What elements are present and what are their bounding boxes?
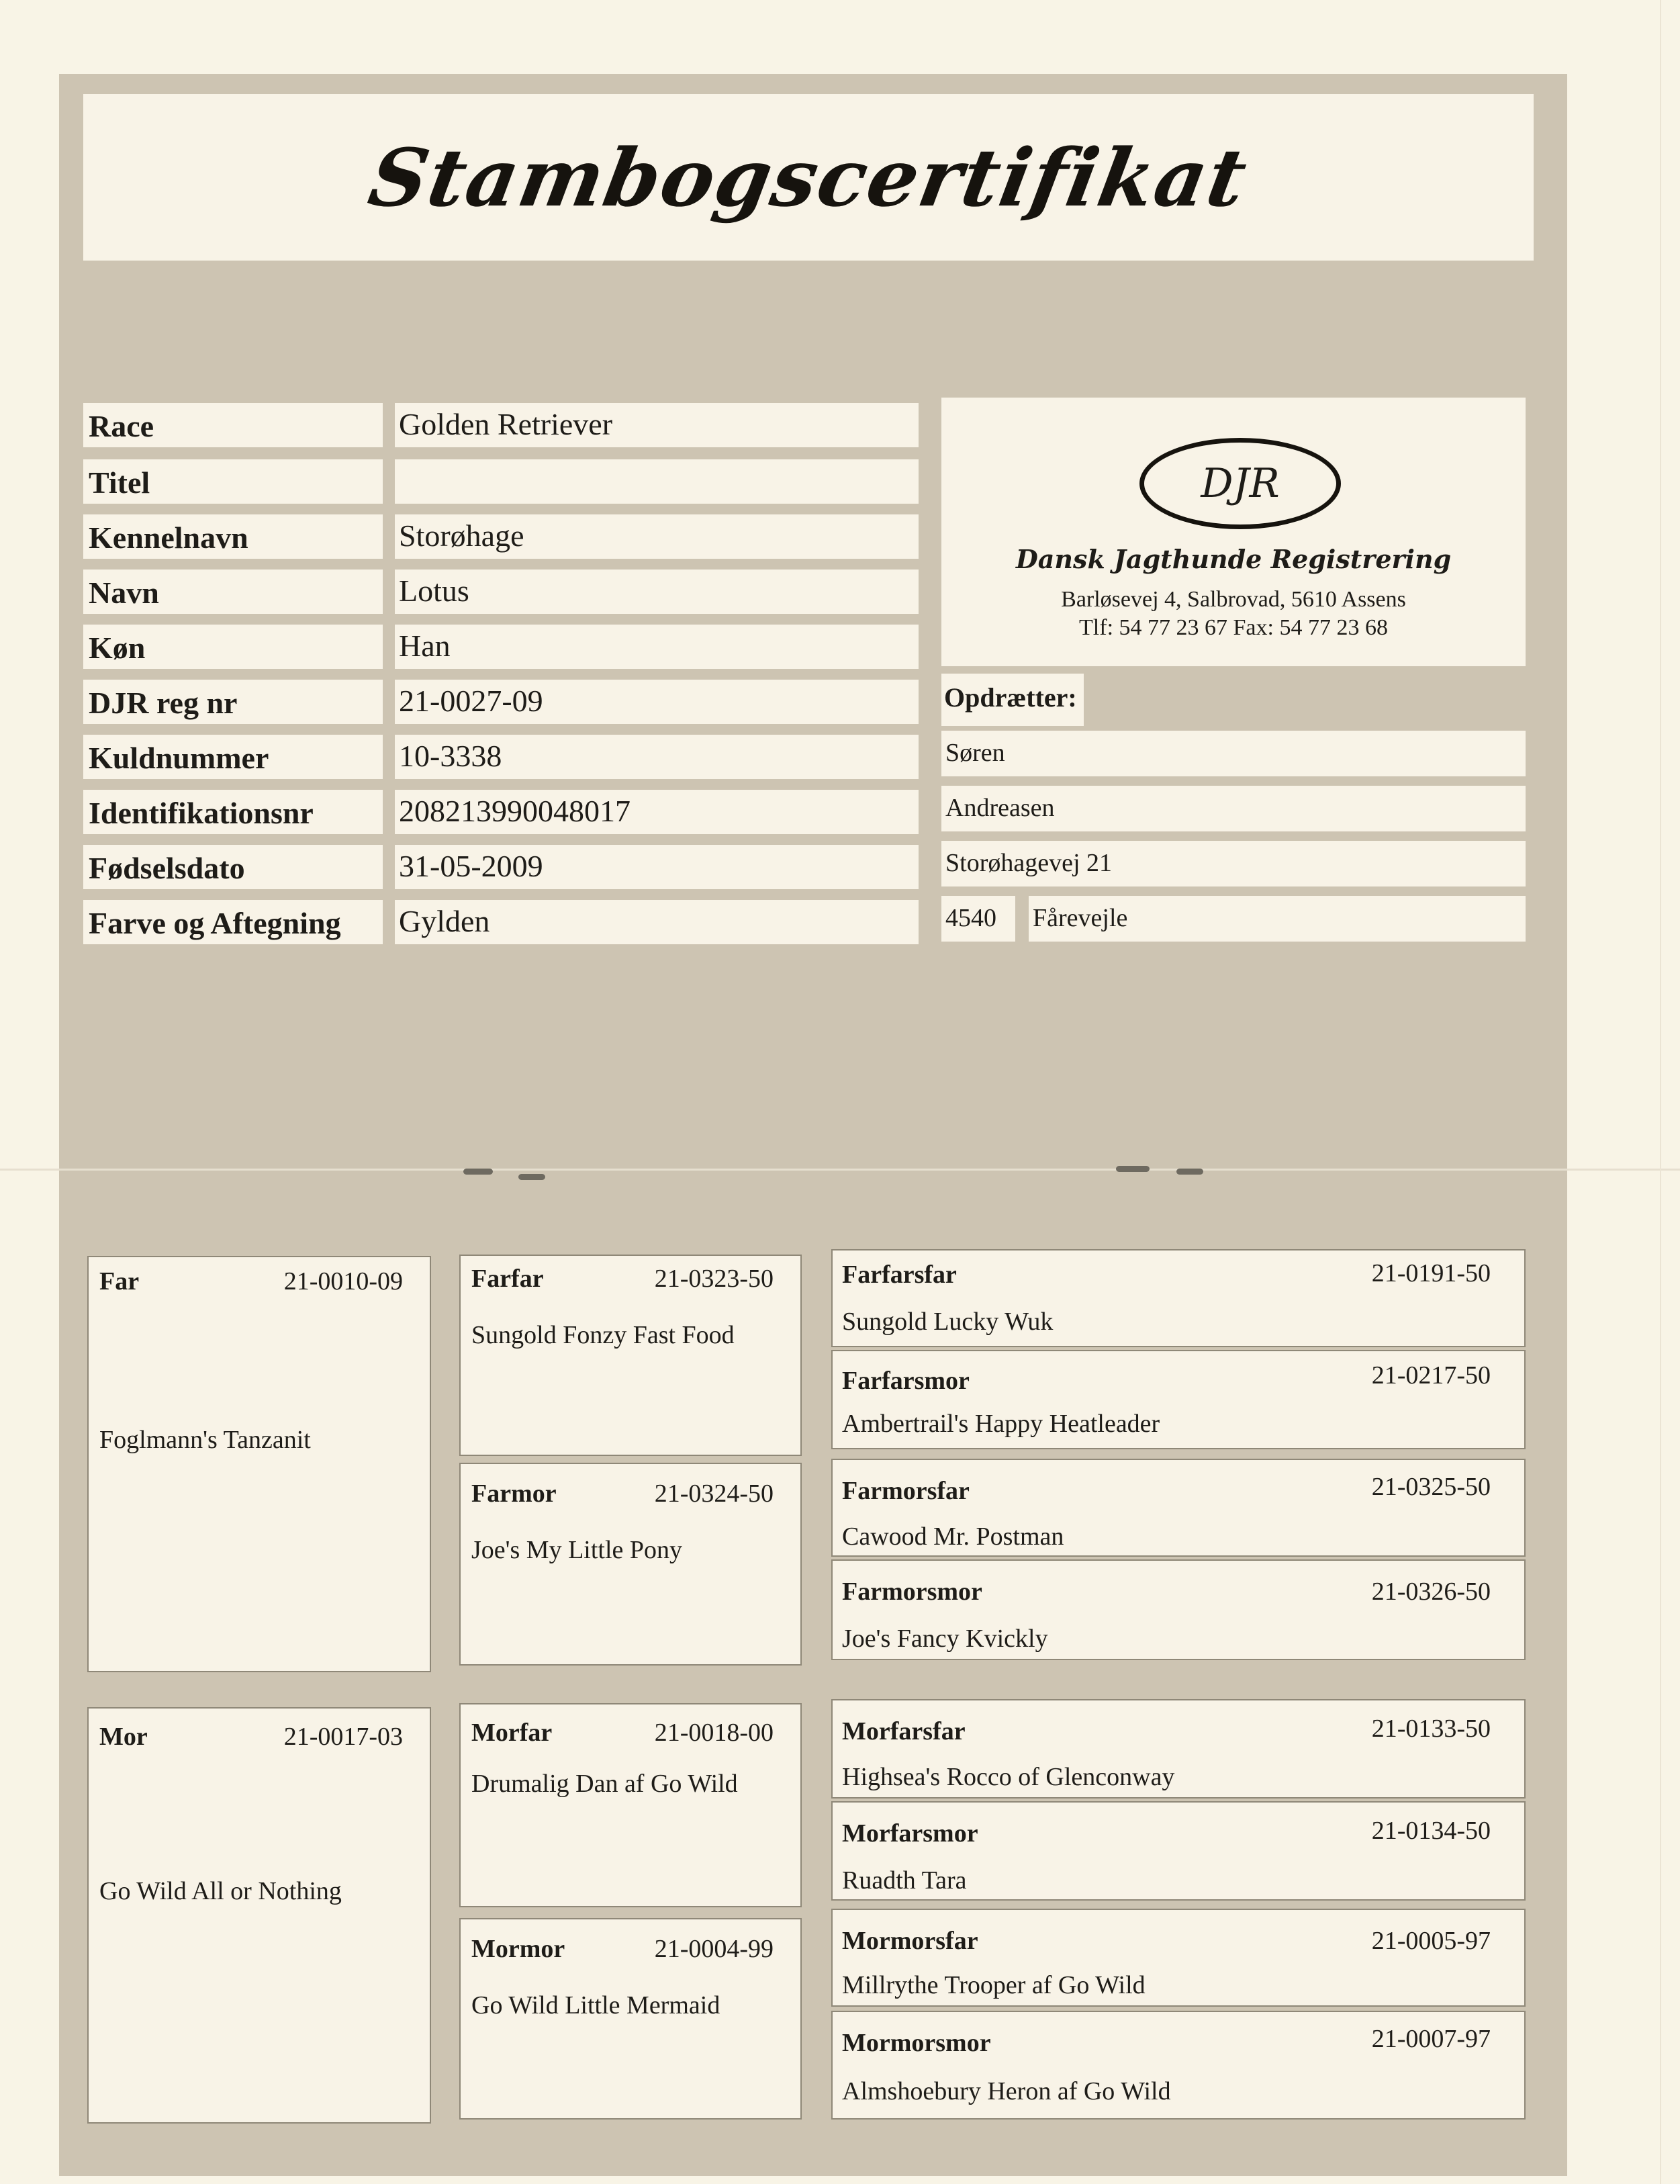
field-label-navn: Navn (83, 570, 383, 614)
pedigree-far-reg: 21-0010-09 (283, 1267, 403, 1295)
field-value-kuldnummer: 10-3338 (395, 735, 919, 779)
pedigree-farmorsfar-role: Farmorsfar (842, 1477, 970, 1505)
field-label-fodselsdato: Fødselsdato (83, 845, 383, 889)
field-value-djr-reg-nr: 21-0027-09 (395, 680, 919, 724)
pedigree-morfarsmor-name: Ruadth Tara (842, 1866, 967, 1895)
staple (463, 1169, 493, 1175)
djr-logo: DJR (1139, 438, 1341, 529)
pedigree-morfarsfar-name: Highsea's Rocco of Glenconway (842, 1763, 1175, 1791)
field-value-navn: Lotus (395, 570, 919, 614)
pedigree-mor (87, 1707, 431, 2124)
pedigree-farmorsfar-name: Cawood Mr. Postman (842, 1522, 1064, 1551)
pedigree-mormorsfar-role: Mormorsfar (842, 1927, 978, 1955)
pedigree-mormor (459, 1918, 802, 2120)
field-value-kennelnavn: Storøhage (395, 514, 919, 559)
pedigree-morfar-role: Morfar (471, 1719, 553, 1747)
pedigree-morfarsfar-role: Morfarsfar (842, 1717, 966, 1745)
fold-line (0, 1169, 1680, 1171)
pedigree-farfarsfar-reg: 21-0191-50 (1371, 1259, 1491, 1287)
pedigree-farfarsmor-role: Farfarsmor (842, 1367, 970, 1395)
fold-line-vertical (1660, 0, 1661, 2184)
pedigree-farfarsmor-name: Ambertrail's Happy Heatleader (842, 1410, 1160, 1438)
page-title: Stambogscertifikat (362, 130, 1255, 224)
pedigree-farfarsmor-reg: 21-0217-50 (1371, 1361, 1491, 1390)
pedigree-mormorsmor-role: Mormorsmor (842, 2029, 991, 2057)
pedigree-farmorsfar-reg: 21-0325-50 (1371, 1473, 1491, 1501)
field-label-identifikationsnr: Identifikationsnr (83, 790, 383, 834)
pedigree-farfarsmor (831, 1350, 1526, 1449)
staple (1176, 1169, 1203, 1175)
pedigree-farmor-reg: 21-0324-50 (654, 1480, 774, 1508)
field-label-kennelnavn: Kennelnavn (83, 514, 383, 559)
field-label-djr-reg-nr: DJR reg nr (83, 680, 383, 724)
breeder-city: Fårevejle (1029, 896, 1526, 942)
pedigree-morfar-reg: 21-0018-00 (654, 1719, 774, 1747)
pedigree-farfar-role: Farfar (471, 1265, 544, 1293)
breeder-first-name: Søren (941, 731, 1526, 776)
pedigree-morfarsmor-reg: 21-0134-50 (1371, 1817, 1491, 1845)
field-label-race: Race (83, 403, 383, 447)
pedigree-mor-reg: 21-0017-03 (283, 1723, 403, 1751)
organization-phone: Tlf: 54 77 23 67 Fax: 54 77 23 68 (1079, 615, 1388, 640)
field-label-titel: Titel (83, 459, 383, 504)
field-value-race: Golden Retriever (395, 403, 919, 447)
staple (518, 1174, 545, 1180)
pedigree-farfarsfar-role: Farfarsfar (842, 1261, 957, 1289)
field-value-identifikationsnr: 208213990048017 (395, 790, 919, 834)
pedigree-morfarsfar (831, 1699, 1526, 1799)
breeder-street: Storøhagevej 21 (941, 841, 1526, 886)
organization-block (941, 398, 1526, 666)
organization-name: Dansk Jagthunde Registrering (1015, 544, 1452, 574)
pedigree-mormor-role: Mormor (471, 1935, 565, 1963)
pedigree-farmorsmor-reg: 21-0326-50 (1371, 1578, 1491, 1606)
pedigree-farfarsfar-name: Sungold Lucky Wuk (842, 1308, 1054, 1336)
pedigree-morfarsfar-reg: 21-0133-50 (1371, 1715, 1491, 1743)
pedigree-farfar-reg: 21-0323-50 (654, 1265, 774, 1293)
pedigree-farmorsmor-role: Farmorsmor (842, 1578, 982, 1606)
pedigree-mormorsfar (831, 1909, 1526, 2007)
pedigree-far (87, 1256, 431, 1672)
organization-address: Barløsevej 4, Salbrovad, 5610 Assens (1061, 587, 1406, 612)
field-value-farve: Gylden (395, 900, 919, 944)
pedigree-mormor-reg: 21-0004-99 (654, 1935, 774, 1963)
pedigree-farfar (459, 1255, 802, 1456)
title-box (83, 94, 1534, 261)
pedigree-farfar-name: Sungold Fonzy Fast Food (471, 1321, 735, 1349)
pedigree-farmorsmor (831, 1559, 1526, 1660)
field-value-kon: Han (395, 625, 919, 669)
field-label-kon: Køn (83, 625, 383, 669)
pedigree-farfarsfar (831, 1249, 1526, 1347)
pedigree-morfarsmor-role: Morfarsmor (842, 1819, 978, 1848)
staple (1116, 1166, 1150, 1172)
pedigree-far-name: Foglmann's Tanzanit (99, 1426, 311, 1454)
pedigree-farmor-name: Joe's My Little Pony (471, 1536, 683, 1564)
pedigree-mormorsmor-reg: 21-0007-97 (1371, 2025, 1491, 2053)
field-label-farve: Farve og Aftegning (83, 900, 383, 944)
pedigree-farmor-role: Farmor (471, 1480, 557, 1508)
pedigree-farmor (459, 1463, 802, 1666)
pedigree-mormorsfar-reg: 21-0005-97 (1371, 1927, 1491, 1955)
pedigree-farmorsmor-name: Joe's Fancy Kvickly (842, 1625, 1048, 1653)
pedigree-mor-role: Mor (99, 1723, 148, 1751)
pedigree-morfar-name: Drumalig Dan af Go Wild (471, 1770, 738, 1798)
breeder-zip: 4540 (941, 896, 1015, 942)
breeder-label: Opdrætter: (941, 674, 1084, 726)
pedigree-morfar (459, 1703, 802, 1907)
pedigree-mor-name: Go Wild All or Nothing (99, 1877, 342, 1905)
pedigree-mormor-name: Go Wild Little Mermaid (471, 1991, 720, 2019)
field-value-fodselsdato: 31-05-2009 (395, 845, 919, 889)
pedigree-morfarsmor (831, 1801, 1526, 1901)
pedigree-mormorsfar-name: Millrythe Trooper af Go Wild (842, 1971, 1146, 1999)
pedigree-farmorsfar (831, 1459, 1526, 1557)
pedigree-mormorsmor-name: Almshoebury Heron af Go Wild (842, 2077, 1171, 2105)
field-label-kuldnummer: Kuldnummer (83, 735, 383, 779)
field-value-titel (395, 459, 919, 504)
breeder-last-name: Andreasen (941, 786, 1526, 831)
pedigree-mormorsmor (831, 2011, 1526, 2120)
pedigree-far-role: Far (99, 1267, 140, 1295)
